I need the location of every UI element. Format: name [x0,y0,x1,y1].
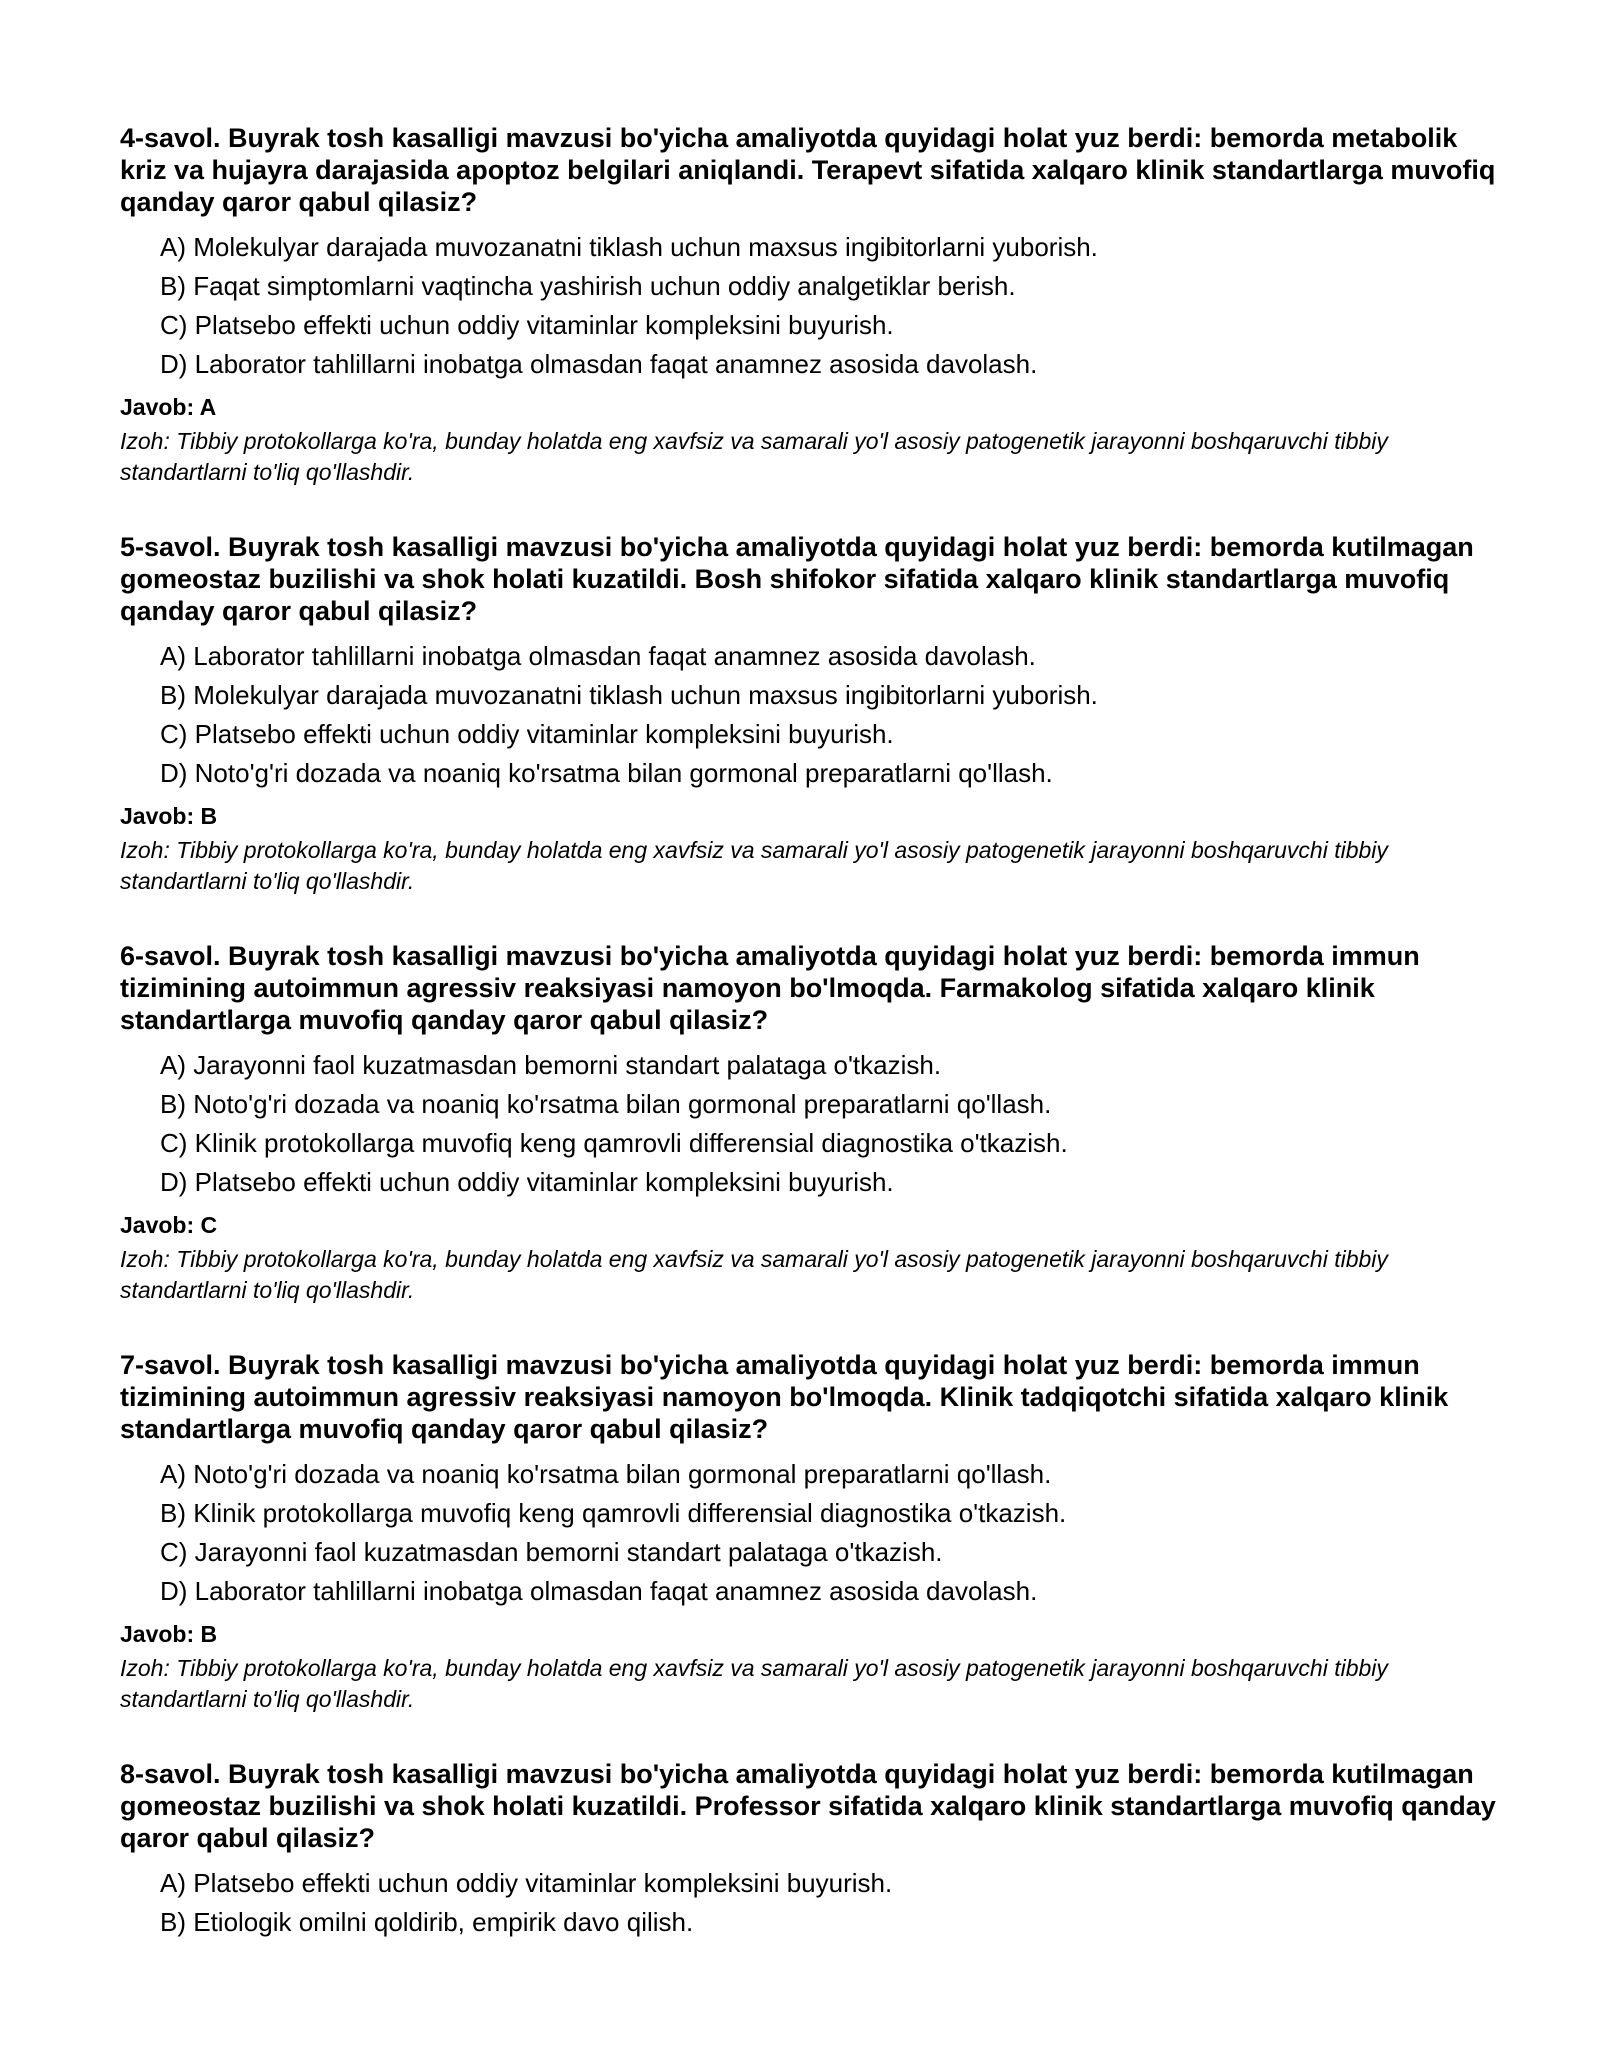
option-c: C) Klinik protokollarga muvofiq keng qamrovli differensial diagnostika o'tkazish. [160,1128,1068,1158]
option-b: B) Klinik protokollarga muvofiq keng qamrovli differensial diagnostika o'tkazish. [160,1498,1067,1528]
option-d: D) Laborator tahlillarni inobatga olmasdan faqat anamnez asosida davolash. [160,1576,1038,1606]
explanation-text: Izoh: Tibbiy protokollarga ko'ra, bunday holatda eng xavfsiz va samarali yo'l asosiy patogenetik jarayonni boshqaruvchi tibbiy standartlarni to'liq qo'llashdir. [120,837,1388,894]
answer-line: Javob: B [120,1621,218,1647]
question-text: 8-savol. Buyrak tosh kasalligi mavzusi bo'yicha amaliyotda quyidagi holat yuz berdi: bemorda kutilmagan gomeostaz buzilishi va shok holati kuzatildi. Professor sifatida xalqaro klinik standartlarga muvofiq qanday qaror qabul qilasiz? [120,1759,1496,1853]
options-list [120,1455,1500,1611]
answer-line: Javob: B [120,803,218,829]
answer-line: Javob: C [120,1212,218,1238]
option-d: D) Platsebo effekti uchun oddiy vitaminlar kompleksini buyurish. [160,1167,894,1197]
option-a: A) Platsebo effekti uchun oddiy vitaminlar kompleksini buyurish. [160,1868,893,1898]
question-text: 6-savol. Buyrak tosh kasalligi mavzusi bo'yicha amaliyotda quyidagi holat yuz berdi: bemorda immun tizimining autoimmun agressiv reaksiyasi namoyon bo'lmoqda. Farmakolog sifatida xalqaro klinik standartlarga muvofiq qanday qaror qabul qilasiz? [120,941,1420,1035]
option-b: B) Faqat simptomlarni vaqtincha yashirish uchun oddiy analgetiklar berish. [160,271,1016,301]
question-block-6 [120,940,1500,1306]
options-list [120,1864,1500,1942]
question-block-4 [120,122,1500,488]
option-c: C) Platsebo effekti uchun oddiy vitaminlar kompleksini buyurish. [160,310,894,340]
options-list [120,1046,1500,1202]
option-a: A) Molekulyar darajada muvozanatni tiklash uchun maxsus ingibitorlarni yuborish. [160,232,1098,262]
option-a: A) Jarayonni faol kuzatmasdan bemorni standart palataga o'tkazish. [160,1050,942,1080]
explanation-text: Izoh: Tibbiy protokollarga ko'ra, bunday holatda eng xavfsiz va samarali yo'l asosiy patogenetik jarayonni boshqaruvchi tibbiy standartlarni to'liq qo'llashdir. [120,428,1388,485]
question-block-7 [120,1349,1500,1715]
option-a: A) Noto'g'ri dozada va noaniq ko'rsatma bilan gormonal preparatlarni qo'llash. [160,1459,1052,1489]
question-text: 4-savol. Buyrak tosh kasalligi mavzusi bo'yicha amaliyotda quyidagi holat yuz berdi: bemorda metabolik kriz va hujayra darajasida apoptoz belgilari aniqlandi. Terapevt sifatida xalqaro klinik standartlarga muvofiq qanday qaror qabul qilasiz? [120,123,1496,217]
question-text: 5-savol. Buyrak tosh kasalligi mavzusi bo'yicha amaliyotda quyidagi holat yuz berdi: bemorda kutilmagan gomeostaz buzilishi va shok holati kuzatildi. Bosh shifokor sifatida xalqaro klinik standartlarga muvofiq qanday qaror qabul qilasiz? [120,532,1474,626]
question-block-5 [120,531,1500,897]
option-c: C) Jarayonni faol kuzatmasdan bemorni standart palataga o'tkazish. [160,1537,943,1567]
question-text: 7-savol. Buyrak tosh kasalligi mavzusi bo'yicha amaliyotda quyidagi holat yuz berdi: bemorda immun tizimining autoimmun agressiv reaksiyasi namoyon bo'lmoqda. Klinik tadqiqotchi sifatida xalqaro klinik standartlarga muvofiq qanday qaror qabul qilasiz? [120,1350,1449,1444]
option-b: B) Molekulyar darajada muvozanatni tiklash uchun maxsus ingibitorlarni yuborish. [160,680,1098,710]
explanation-text: Izoh: Tibbiy protokollarga ko'ra, bunday holatda eng xavfsiz va samarali yo'l asosiy patogenetik jarayonni boshqaruvchi tibbiy standartlarni to'liq qo'llashdir. [120,1655,1388,1712]
option-c: C) Platsebo effekti uchun oddiy vitaminlar kompleksini buyurish. [160,719,894,749]
answer-line: Javob: A [120,394,217,420]
option-a: A) Laborator tahlillarni inobatga olmasdan faqat anamnez asosida davolash. [160,641,1036,671]
options-list [120,228,1500,384]
question-block-8 [120,1758,1500,1942]
options-list [120,637,1500,793]
option-b: B) Noto'g'ri dozada va noaniq ko'rsatma bilan gormonal preparatlarni qo'llash. [160,1089,1052,1119]
option-d: D) Laborator tahlillarni inobatga olmasdan faqat anamnez asosida davolash. [160,349,1038,379]
option-d: D) Noto'g'ri dozada va noaniq ko'rsatma bilan gormonal preparatlarni qo'llash. [160,758,1053,788]
explanation-text: Izoh: Tibbiy protokollarga ko'ra, bunday holatda eng xavfsiz va samarali yo'l asosiy patogenetik jarayonni boshqaruvchi tibbiy standartlarni to'liq qo'llashdir. [120,1246,1388,1303]
option-b: B) Etiologik omilni qoldirib, empirik davo qilish. [160,1907,694,1937]
